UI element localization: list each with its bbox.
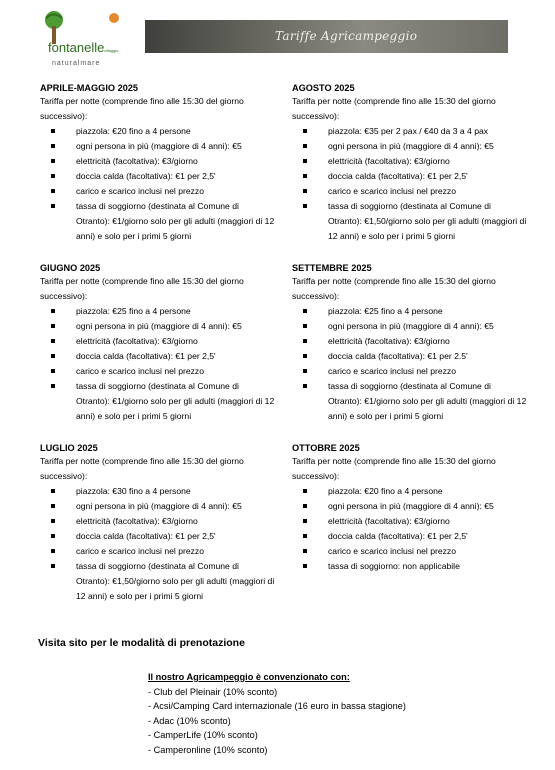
tariff-item: piazzola: €35 per 2 pax / €40 da 3 a 4 pax (292, 124, 527, 139)
tariff-item: piazzola: €25 fino a 4 persone (292, 304, 527, 319)
convention-item: - Club del Pleinair (10% sconto) (148, 686, 278, 697)
tariff-item: tassa di soggiorno (destinata al Comune di Otranto): €1/giorno solo per gli adulti (maggiori di 12 anni) e solo per i primi 5 giorni (40, 199, 275, 244)
tariff-item: doccia calda (facoltativa): €1 per 2,5' (40, 529, 275, 544)
logo-graphic (40, 8, 130, 70)
tariff-item: elettricità (facoltativa): €3/giorno (292, 334, 527, 349)
tariff-list (40, 304, 275, 424)
logo-sub: villaggio (104, 48, 119, 53)
tariff-item: piazzola: €30 fino a 4 persone (40, 484, 275, 499)
convention-item: - Camperonline (10% sconto) (148, 744, 268, 755)
tariff-item: carico e scarico inclusi nel prezzo (40, 544, 275, 559)
tariff-item: doccia calda (facoltativa): €1 per 2,5' (40, 349, 275, 364)
tariff-list (292, 484, 527, 574)
conventions-title: Il nostro Agricampeggio è convenzionato con: (148, 672, 350, 682)
tariff-item: piazzola: €20 fino a 4 persone (292, 484, 527, 499)
tariff-item: doccia calda (facoltativa): €1 per 2.5' (292, 349, 527, 364)
tariff-item: tassa di soggiorno (destinata al Comune di Otranto): €1/giorno solo per gli adulti (maggiori di 12 anni) e solo per i primi 5 giorni (292, 379, 527, 424)
header-banner (145, 20, 508, 53)
season-block (40, 82, 275, 244)
season-title: GIUGNO 2025 (40, 263, 101, 273)
logo-tagline: naturalmare (52, 60, 101, 67)
tariff-item: elettricità (facoltativa): €3/giorno (292, 154, 527, 169)
tariff-item: ogni persona in più (maggiore di 4 anni): €5 (292, 499, 527, 514)
tariff-item: tassa di soggiorno (destinata al Comune di Otranto): €1,50/giorno solo per gli adulti (maggiori di 12 anni) e solo per i primi 5 giorni (292, 199, 527, 244)
tariff-item: tassa di soggiorno (destinata al Comune di Otranto): €1,50/giorno solo per gli adulti (maggiori di 12 anni) e solo per i primi 5 giorni (40, 559, 275, 604)
season-title: SETTEMBRE 2025 (292, 263, 372, 273)
season-block (292, 442, 527, 574)
conventions-list (148, 685, 406, 758)
logo-name: fontanelle (48, 40, 105, 55)
season-block (40, 262, 275, 424)
convention-item: - CamperLife (10% sconto) (148, 730, 258, 740)
season-title: OTTOBRE 2025 (292, 443, 360, 453)
tariff-list (40, 124, 275, 244)
season-title: APRILE-MAGGIO 2025 (40, 83, 139, 93)
tariff-list (40, 484, 275, 604)
tariff-item: ogni persona in più (maggiore di 4 anni): €5 (40, 319, 275, 334)
tariff-item: carico e scarico inclusi nel prezzo (40, 184, 275, 199)
tariff-item: doccia calda (facoltativa): €1 per 2,5' (40, 169, 275, 184)
tariff-item: tassa di soggiorno: non applicabile (292, 559, 527, 574)
tariff-item: piazzola: €25 fino a 4 persone (40, 304, 275, 319)
season-intro: Tariffa per notte (comprende fino alle 15:30 del giorno successivo): (40, 96, 244, 121)
tariff-item: carico e scarico inclusi nel prezzo (292, 364, 527, 379)
season-block (292, 82, 527, 244)
tariff-item: doccia calda (facoltativa): €1 per 2,5' (292, 169, 527, 184)
convention-item: - Adac (10% sconto) (148, 715, 231, 726)
banner-title: Tariffe Agricampeggio (275, 29, 418, 43)
tariff-list (292, 304, 527, 424)
tariff-item: elettricità (facoltativa): €3/giorno (40, 154, 275, 169)
tariff-item: tassa di soggiorno (destinata al Comune di Otranto): €1/giorno solo per gli adulti (maggiori di 12 anni) e solo per i primi 5 giorni (40, 379, 275, 424)
tariff-item: elettricità (facoltativa): €3/giorno (292, 514, 527, 529)
season-intro: Tariffa per notte (comprende fino alle 15:30 del giorno successivo): (40, 456, 244, 481)
season-intro: Tariffa per notte (comprende fino alle 15:30 del giorno successivo): (292, 276, 496, 301)
convention-item: - Acsi/Camping Card internazionale (16 euro in bassa stagione) (148, 701, 406, 711)
season-title: LUGLIO 2025 (40, 443, 98, 453)
season-intro: Tariffa per notte (comprende fino alle 15:30 del giorno successivo): (292, 96, 496, 121)
tariff-item: elettricità (facoltativa): €3/giorno (40, 334, 275, 349)
season-title: AGOSTO 2025 (292, 83, 355, 93)
season-block (292, 262, 527, 424)
tariff-item: elettricità (facoltativa): €3/giorno (40, 514, 275, 529)
tariff-item: carico e scarico inclusi nel prezzo (292, 184, 527, 199)
tariff-list (292, 124, 527, 244)
season-intro: Tariffa per notte (comprende fino alle 15:30 del giorno successivo): (292, 456, 496, 481)
conventions-section (148, 670, 406, 757)
booking-note: Visita sito per le modalità di prenotazione (38, 637, 245, 649)
tariff-item: doccia calda (facoltativa): €1 per 2,5' (292, 529, 527, 544)
season-block (40, 442, 275, 604)
season-intro: Tariffa per notte (comprende fino alle 15:30 del giorno successivo): (40, 276, 244, 301)
tariff-item: ogni persona in più (maggiore di 4 anni): €5 (40, 499, 275, 514)
tariff-item: ogni persona in più (maggiore di 4 anni): €5 (40, 139, 275, 154)
tariff-item: carico e scarico inclusi nel prezzo (292, 544, 527, 559)
tariff-item: ogni persona in più (maggiore di 4 anni): €5 (292, 139, 527, 154)
tariff-item: piazzola: €20 fino a 4 persone (40, 124, 275, 139)
tariff-item: carico e scarico inclusi nel prezzo (40, 364, 275, 379)
fontanelle-logo (40, 8, 130, 70)
tariff-item: ogni persona in più (maggiore di 4 anni): €5 (292, 319, 527, 334)
